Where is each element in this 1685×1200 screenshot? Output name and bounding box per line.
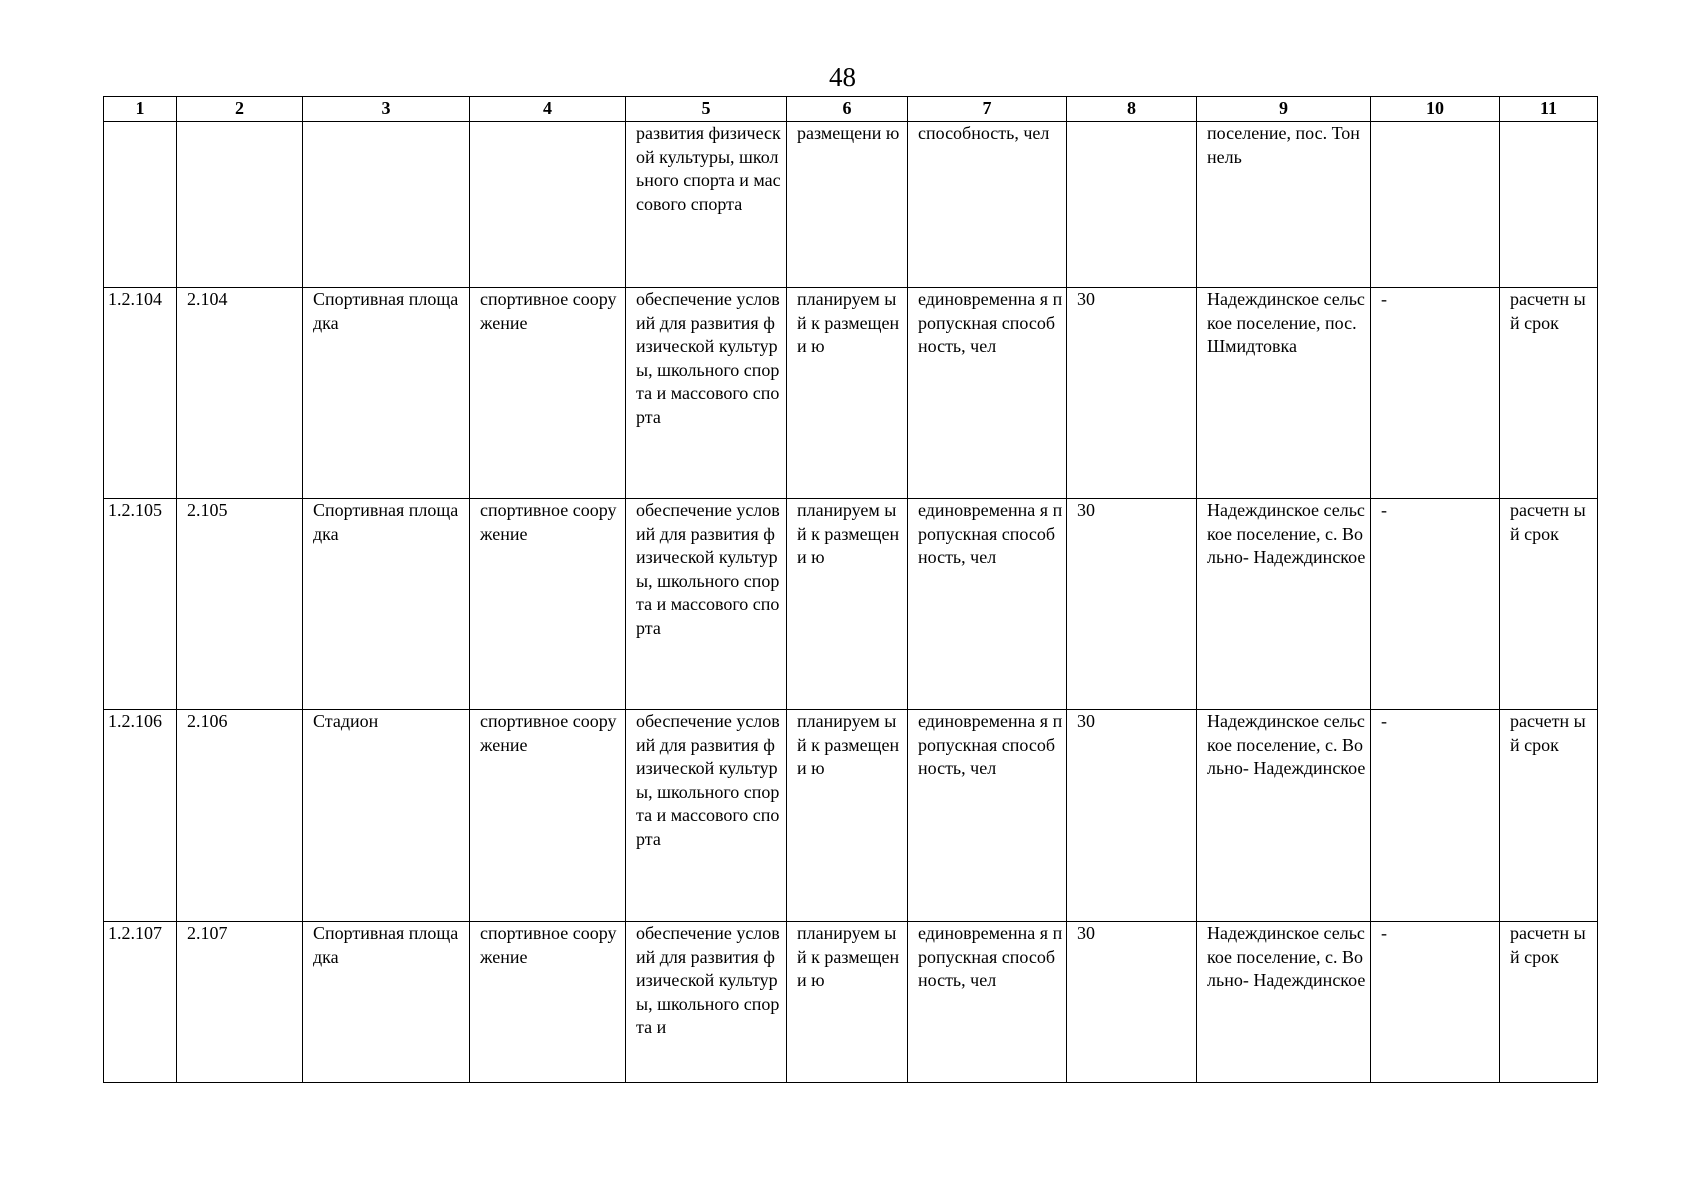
table-cell: спортивное сооружение [470, 922, 626, 1083]
table-cell: спортивное сооружение [470, 288, 626, 499]
table-cell: 1.2.107 [104, 922, 177, 1083]
table-cell [104, 122, 177, 288]
column-header: 10 [1371, 97, 1500, 122]
table-cell: Надеждинское сельское поселение, с. Вольно- Надеждинское [1197, 922, 1371, 1083]
table-cell: обеспечение условий для развития физической культуры, школьного спорта и [626, 922, 787, 1083]
table-cell: Надеждинское сельское поселение, с. Вольно- Надеждинское [1197, 710, 1371, 922]
table-cell [1067, 122, 1197, 288]
table-cell: способность, чел [908, 122, 1067, 288]
table-cell: - [1371, 288, 1500, 499]
column-header: 5 [626, 97, 787, 122]
column-header: 4 [470, 97, 626, 122]
table-cell: Спортивная площадка [303, 288, 470, 499]
table-cell: - [1371, 499, 1500, 710]
table-cell: планируем ый к размещени ю [787, 499, 908, 710]
table-row [104, 288, 1598, 499]
table-cell: - [1371, 922, 1500, 1083]
table-cell: поселение, пос. Тоннель [1197, 122, 1371, 288]
table-cell: 30 [1067, 922, 1197, 1083]
document-table [103, 96, 1598, 1083]
table-row [104, 122, 1598, 288]
table-cell: планируем ый к размещени ю [787, 288, 908, 499]
table-row [104, 499, 1598, 710]
column-header: 3 [303, 97, 470, 122]
table-cell: Надеждинское сельское поселение, с. Вольно- Надеждинское [1197, 499, 1371, 710]
table-cell: 30 [1067, 710, 1197, 922]
table-cell [1371, 122, 1500, 288]
table-cell [1500, 122, 1598, 288]
column-header: 8 [1067, 97, 1197, 122]
table-cell: 2.104 [177, 288, 303, 499]
table-cell: 1.2.106 [104, 710, 177, 922]
table-cell [470, 122, 626, 288]
column-header: 7 [908, 97, 1067, 122]
table-cell: Надеждинское сельское поселение, пос. Шмидтовка [1197, 288, 1371, 499]
table-cell: 1.2.105 [104, 499, 177, 710]
column-header: 11 [1500, 97, 1598, 122]
table-cell: - [1371, 710, 1500, 922]
page-number: 48 [829, 62, 856, 92]
table-cell: единовременна я пропускная способность, чел [908, 499, 1067, 710]
table-cell: Стадион [303, 710, 470, 922]
table-cell: единовременна я пропускная способность, чел [908, 922, 1067, 1083]
table-cell [303, 122, 470, 288]
table-cell: единовременна я пропускная способность, чел [908, 288, 1067, 499]
table-cell: 30 [1067, 499, 1197, 710]
column-header: 1 [104, 97, 177, 122]
table-cell: спортивное сооружение [470, 710, 626, 922]
table-cell: обеспечение условий для развития физической культуры, школьного спорта и массового спорта [626, 499, 787, 710]
table-cell: расчетн ый срок [1500, 710, 1598, 922]
table-cell: 2.107 [177, 922, 303, 1083]
table-cell: планируем ый к размещени ю [787, 710, 908, 922]
column-header: 2 [177, 97, 303, 122]
table-cell: расчетн ый срок [1500, 499, 1598, 710]
table-cell: 2.106 [177, 710, 303, 922]
table-row [104, 710, 1598, 922]
table-cell: развития физической культуры, школьного спорта и массового спорта [626, 122, 787, 288]
table-cell: единовременна я пропускная способность, чел [908, 710, 1067, 922]
table-cell: планируем ый к размещени ю [787, 922, 908, 1083]
table-cell: обеспечение условий для развития физической культуры, школьного спорта и массового спорта [626, 710, 787, 922]
header-row [104, 97, 1598, 122]
table-cell: Спортивная площадка [303, 499, 470, 710]
table-cell: расчетн ый срок [1500, 288, 1598, 499]
table-cell: размещени ю [787, 122, 908, 288]
column-header: 6 [787, 97, 908, 122]
table-row [104, 922, 1598, 1083]
table-cell: 1.2.104 [104, 288, 177, 499]
table-cell: спортивное сооружение [470, 499, 626, 710]
table-cell: расчетн ый срок [1500, 922, 1598, 1083]
table-cell: 2.105 [177, 499, 303, 710]
table-cell [177, 122, 303, 288]
table-cell: Спортивная площадка [303, 922, 470, 1083]
column-header: 9 [1197, 97, 1371, 122]
table-cell: обеспечение условий для развития физической культуры, школьного спорта и массового спорта [626, 288, 787, 499]
table-cell: 30 [1067, 288, 1197, 499]
